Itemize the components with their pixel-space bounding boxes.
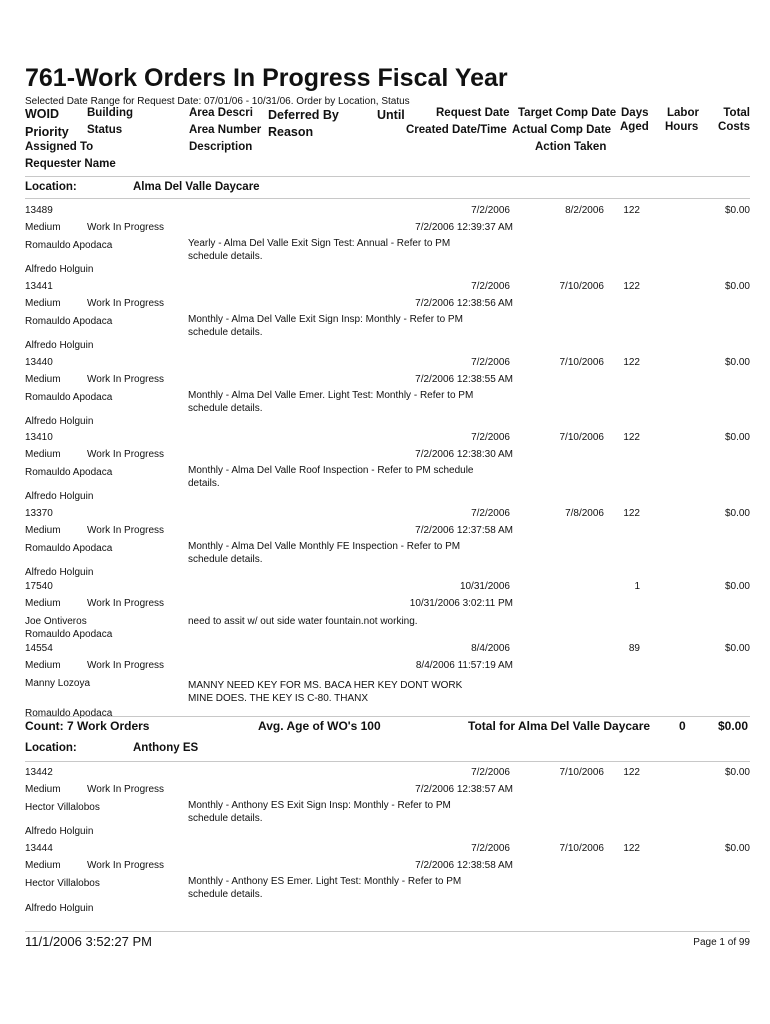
work-order-id: 13444	[25, 842, 53, 854]
description: Monthly - Anthony ES Emer. Light Test: Monthly - Refer to PM schedule details.	[188, 875, 462, 900]
description: need to assit w/ out side water fountain.not working.	[188, 616, 418, 627]
work-order-id: 13441	[25, 280, 53, 292]
report-title: 761-Work Orders In Progress Fiscal Year	[25, 64, 508, 92]
location-divider	[25, 761, 750, 762]
header-assigned-to: Assigned To	[25, 141, 94, 153]
work-order-id: 13370	[25, 508, 53, 520]
target-date: 7/8/2006	[565, 508, 604, 520]
header-aged: Aged	[620, 121, 649, 133]
request-date: 8/4/2006	[471, 643, 510, 654]
days-aged: 122	[623, 432, 640, 444]
days-aged: 122	[623, 205, 640, 216]
priority: Medium	[25, 859, 61, 871]
location-label: Location:	[25, 742, 77, 754]
request-date: 7/2/2006	[471, 356, 510, 368]
status: Work In Progress	[87, 660, 165, 671]
work-order-id: 13410	[25, 432, 53, 444]
request-date: 7/2/2006	[471, 767, 510, 778]
summary-avg-age: Avg. Age of WO's 100	[258, 719, 381, 733]
assigned-to: Romauldo Apodaca	[25, 543, 113, 555]
request-date: 7/2/2006	[471, 842, 510, 854]
header-area-number: Area Number	[189, 124, 262, 136]
description: Monthly - Alma Del Valle Emer. Light Test: Monthly - Refer to PM schedule details.	[188, 389, 474, 414]
status: Work In Progress	[87, 598, 165, 609]
header-until: Until	[377, 108, 405, 122]
summary-cost-total: $0.00	[717, 719, 748, 733]
header-target-comp-date: Target Comp Date	[518, 107, 617, 119]
created-datetime: 10/31/2006 3:02:11 PM	[409, 598, 513, 609]
created-datetime: 7/2/2006 12:38:57 AM	[415, 784, 513, 795]
header-labor: Labor	[667, 107, 699, 119]
summary-total-label: Total for Alma Del Valle Daycare	[468, 719, 651, 733]
header-requester-name: Requester Name	[25, 158, 116, 170]
assigned-to: Romauldo Apodaca	[25, 467, 113, 479]
created-datetime: 7/2/2006 12:38:55 AM	[415, 373, 513, 385]
header-woid: WOID	[25, 107, 60, 121]
header-actual-comp-date: Actual Comp Date	[512, 124, 612, 136]
created-datetime: 7/2/2006 12:38:58 AM	[415, 859, 513, 871]
header-request-date: Request Date	[436, 107, 510, 119]
priority: Medium	[25, 784, 61, 795]
work-order-id: 13442	[25, 767, 53, 778]
days-aged: 122	[623, 280, 640, 292]
total-cost: $0.00	[724, 205, 750, 216]
created-datetime: 7/2/2006 12:37:58 AM	[415, 525, 513, 537]
summary-labor-total: 0	[679, 719, 686, 733]
location-name: Alma Del Valle Daycare	[133, 181, 260, 193]
assigned-to: Romauldo Apodaca	[25, 391, 113, 403]
header-days: Days	[621, 107, 649, 119]
description: Monthly - Alma Del Valle Monthly FE Inspection - Refer to PM schedule details.	[188, 541, 461, 566]
header-area-descr: Area Descri	[189, 107, 253, 119]
header-created-datetime: Created Date/Time	[406, 124, 507, 136]
created-datetime: 7/2/2006 12:38:56 AM	[415, 297, 513, 309]
status: Work In Progress	[87, 859, 165, 871]
created-datetime: 8/4/2006 11:57:19 AM	[415, 660, 513, 671]
total-cost: $0.00	[724, 581, 750, 592]
footer-printed-date: 11/1/2006 3:52:27 PM	[25, 934, 152, 949]
status: Work In Progress	[87, 297, 165, 309]
header-description: Description	[189, 141, 253, 153]
header-reason: Reason	[268, 125, 314, 139]
report-subtitle: Selected Date Range for Request Date: 07/01/06 - 10/31/06. Order by Location, Status	[25, 96, 410, 107]
requester-name: Alfredo Holguin	[25, 567, 94, 579]
target-date: 7/10/2006	[559, 280, 604, 292]
summary-count: Count: 7 Work Orders	[25, 719, 150, 733]
target-date: 7/10/2006	[559, 842, 604, 854]
header-costs: Costs	[718, 121, 750, 133]
work-order-id: 14554	[25, 643, 53, 654]
request-date: 7/2/2006	[471, 205, 510, 216]
header-hours: Hours	[665, 121, 699, 133]
created-datetime: 7/2/2006 12:38:30 AM	[415, 449, 513, 461]
target-date: 8/2/2006	[565, 205, 604, 216]
requester-name: Romauldo Apodaca	[25, 708, 113, 719]
target-date: 7/10/2006	[559, 767, 604, 778]
requester-name: Alfredo Holguin	[25, 264, 94, 275]
header-total: Total	[723, 107, 750, 119]
description: Monthly - Alma Del Valle Exit Sign Insp: Monthly - Refer to PM schedule details.	[188, 313, 463, 338]
assigned-to: Joe Ontiveros	[25, 616, 87, 627]
total-cost: $0.00	[724, 432, 750, 444]
request-date: 7/2/2006	[471, 280, 510, 292]
location-label: Location:	[25, 181, 77, 193]
days-aged: 122	[623, 767, 640, 778]
work-order-id: 13489	[25, 205, 53, 216]
description: Monthly - Anthony ES Exit Sign Insp: Monthly - Refer to PM schedule details.	[188, 800, 451, 824]
request-date: 7/2/2006	[471, 432, 510, 444]
total-cost: $0.00	[724, 842, 750, 854]
assigned-to: Manny Lozoya	[25, 678, 91, 689]
description: MANNY NEED KEY FOR MS. BACA HER KEY DONT WORK MINE DOES. THE KEY IS C-80. THANX	[188, 680, 463, 704]
priority: Medium	[25, 525, 61, 537]
days-aged: 89	[628, 643, 640, 654]
total-cost: $0.00	[724, 643, 750, 654]
status: Work In Progress	[87, 784, 165, 795]
work-order-id: 13440	[25, 356, 53, 368]
assigned-to: Romauldo Apodaca	[25, 240, 113, 251]
status: Work In Progress	[87, 449, 165, 461]
location-divider	[25, 198, 750, 199]
request-date: 10/31/2006	[459, 581, 510, 592]
requester-name: Alfredo Holguin	[25, 415, 94, 427]
header-divider	[25, 176, 750, 177]
requester-name: Alfredo Holguin	[25, 339, 94, 351]
requester-name: Alfredo Holguin	[25, 491, 94, 503]
requester-name: Alfredo Holguin	[25, 826, 94, 837]
requester-name: Romauldo Apodaca	[25, 629, 113, 640]
total-cost: $0.00	[724, 767, 750, 778]
priority: Medium	[25, 660, 61, 671]
header-priority: Priority	[25, 125, 69, 139]
work-order-id: 17540	[25, 581, 53, 592]
location-name: Anthony ES	[133, 742, 199, 754]
target-date: 7/10/2006	[559, 356, 604, 368]
total-cost: $0.00	[724, 356, 750, 368]
days-aged: 1	[634, 581, 640, 592]
status: Work In Progress	[87, 525, 165, 537]
header-building: Building	[87, 107, 133, 119]
priority: Medium	[25, 449, 61, 461]
total-cost: $0.00	[724, 508, 750, 520]
created-datetime: 7/2/2006 12:39:37 AM	[415, 222, 513, 233]
status: Work In Progress	[87, 373, 165, 385]
assigned-to: Romauldo Apodaca	[25, 315, 113, 327]
days-aged: 122	[623, 508, 640, 520]
assigned-to: Hector Villalobos	[25, 877, 100, 889]
priority: Medium	[25, 222, 61, 233]
requester-name: Alfredo Holguin	[25, 903, 94, 914]
description: Yearly - Alma Del Valle Exit Sign Test: Annual - Refer to PM schedule details.	[188, 238, 451, 262]
status: Work In Progress	[87, 222, 165, 233]
description: Monthly - Alma Del Valle Roof Inspection - Refer to PM schedule details.	[188, 465, 474, 490]
days-aged: 122	[623, 842, 640, 854]
header-status: Status	[87, 124, 123, 136]
header-deferred-by: Deferred By	[268, 108, 339, 122]
target-date: 7/10/2006	[559, 432, 604, 444]
days-aged: 122	[623, 356, 640, 368]
priority: Medium	[25, 598, 61, 609]
header-action-taken: Action Taken	[535, 141, 607, 153]
priority: Medium	[25, 297, 61, 309]
footer-page-number: Page 1 of 99	[693, 937, 750, 948]
footer-divider	[25, 931, 750, 932]
total-cost: $0.00	[724, 280, 750, 292]
summary-divider	[25, 716, 750, 717]
request-date: 7/2/2006	[471, 508, 510, 520]
assigned-to: Hector Villalobos	[25, 802, 100, 813]
priority: Medium	[25, 373, 61, 385]
